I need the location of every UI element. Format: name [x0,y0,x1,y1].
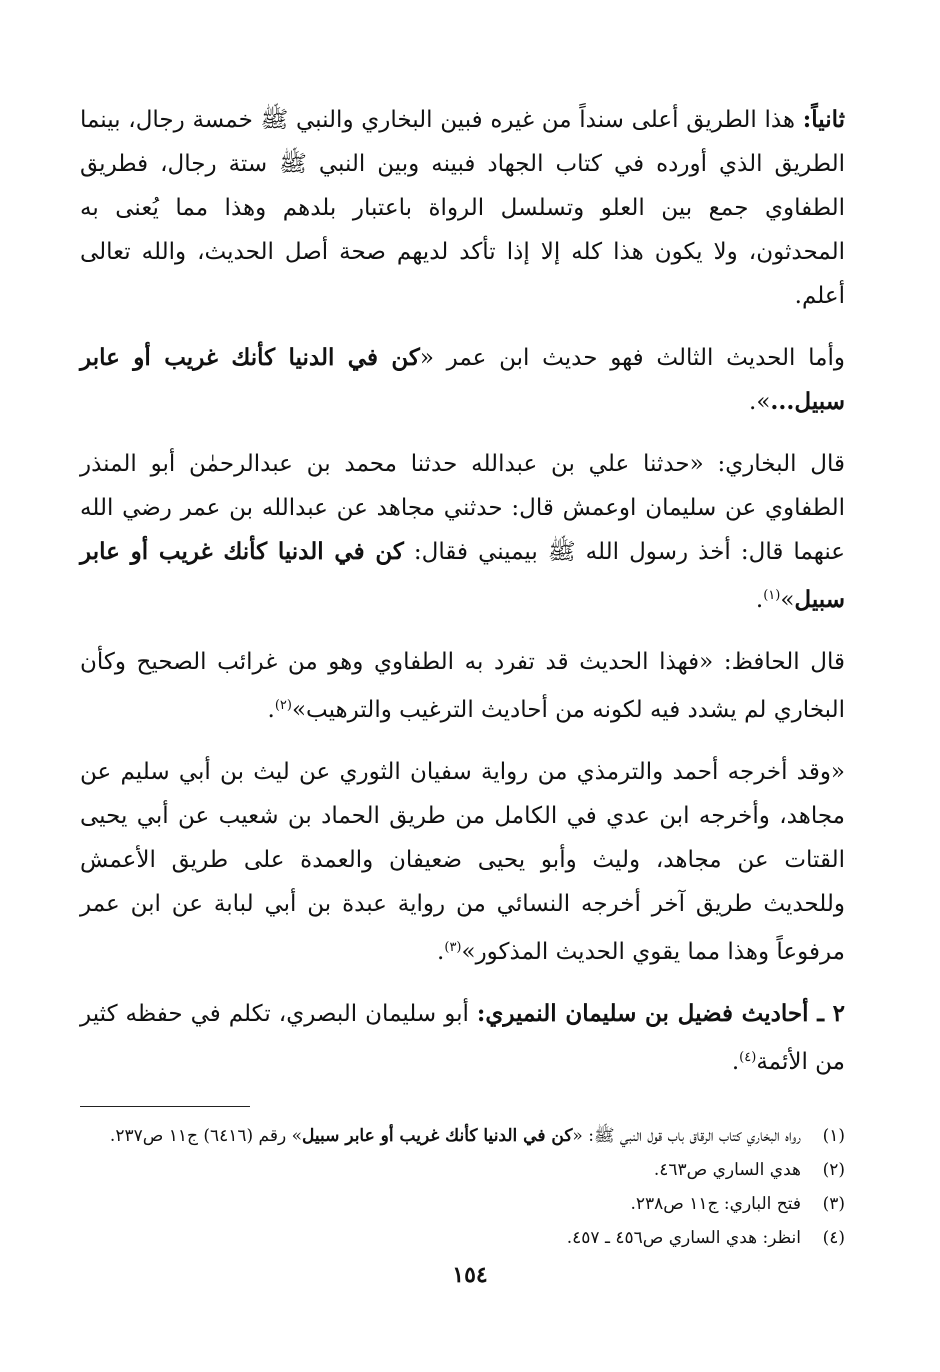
paragraph-lead: ثانياً: [802,106,845,133]
paragraph-5 [80,750,845,974]
footnote-ref[interactable]: (٣) [444,940,462,955]
footnote-2 [80,1155,845,1185]
paragraph-end: . [755,587,764,613]
hadith-quote: كن في الدنيا كأنك غريب أو عابر سبيل [80,538,845,613]
footnote-text [80,1121,801,1151]
paragraph-text: أبو سليمان البصري، تكلم في حفظه كثير من الأئمة [80,1001,845,1075]
paragraph-3 [80,442,845,622]
footnote-text: انظر: هدي الساري ص٤٥٦ ـ ٤٥٧. [566,1228,801,1248]
paragraph-text: هذا الطريق أعلى سنداً من غيره فبين البخاري والنبي ﷺ خمسة رجال، بينما الطريق الذي أورده في كتاب الجهاد فبينه وبين النبي ﷺ ستة رجال، فطريق الطفاوي جمع بين العلو وتسلسل الرواة باعتبار بلدهم وهذا مما يُعنى به المحدثون، ولا يكون هذا كله إلا إذا تأكد لديهم صحة أصل الحديث، والله تعالى أعلم. [80,107,845,309]
page-body [80,98,845,1257]
paragraph-2 [80,336,845,424]
paragraph-end: . [731,1049,740,1075]
footnote-number: (٢) [822,1160,845,1180]
footnote-number: (١) [822,1126,845,1146]
paragraph-text: وأما الحديث الثالث فهو حديث ابن عمر « [419,345,845,371]
footnote-4 [80,1223,845,1253]
paragraph-end: . [267,697,275,723]
footnote-number: (٤) [822,1228,845,1248]
paragraph-1 [80,98,845,318]
footnote-body: رواه البخاري كتاب الرقاق باب قول النبي ﷺ: « [572,1126,801,1146]
footnote-ref[interactable]: (٤) [739,1050,757,1065]
section-heading: ٢ ـ أحاديث فضيل بن سليمان النميري: [476,1000,845,1027]
paragraph-tail: » [780,587,795,613]
paragraph-text: «وقد أخرجه أحمد والترمذي من رواية سفيان الثوري عن ليث بن أبي سليم عن مجاهد، وأخرجه ابن عدي في الكامل من طريق الحماد بن شعيب عن أبي يحيى القتات عن مجاهد، وليث وأبو يحيى ضعيفان والعمدة على طريق الأعمش وللحديث طريق آخر أخرجه النسائي من رواية عبدة بن أبي لبابة عن ابن عمر مرفوعاً وهذا مما يقوي الحديث المذكور» [80,759,845,965]
footnote-number: (٣) [822,1194,845,1214]
footnote-ref[interactable]: (٢) [274,698,292,713]
hadith-quote: كن في الدنيا كأنك غريب أو عابر سبيل... [80,344,845,415]
paragraph-tail: ». [749,389,771,415]
page-number: ١٥٤ [452,1262,488,1288]
footnote-text: هدي الساري ص٤٦٣. [653,1160,801,1180]
footnote-tail: » رقم (٦٤١٦) ج١١ ص٢٣٧. [109,1126,303,1146]
footnote-quote: كن في الدنيا كأنك غريب أو عابر سبيل [302,1126,573,1146]
paragraph-4 [80,640,845,732]
paragraph-6 [80,992,845,1084]
paragraph-text: قال البخاري: «حدثنا علي بن عبدالله حدثنا محمد بن عبدالرحمٰن أبو المنذر الطفاوي عن سليمان اوعمش قال: حدثني مجاهد عن عبدالله بن عمر رضي الله عنهما قال: أخذ رسول الله ﷺ بيميني فقال: [80,451,845,565]
footnote-text: فتح الباري: ج١١ ص٢٣٨. [630,1194,801,1214]
paragraph-end: . [437,939,445,965]
footnote-ref[interactable]: (١) [763,588,781,603]
footnote-1 [80,1121,845,1151]
footnote-divider [80,1106,250,1107]
paragraph-text: قال الحافظ: «فهذا الحديث قد تفرد به الطفاوي وهو من غرائب الصحيح وكأن البخاري لم يشدد فيه لكونه من أحاديث الترغيب والترهيب» [80,649,845,723]
footnote-3 [80,1189,845,1219]
